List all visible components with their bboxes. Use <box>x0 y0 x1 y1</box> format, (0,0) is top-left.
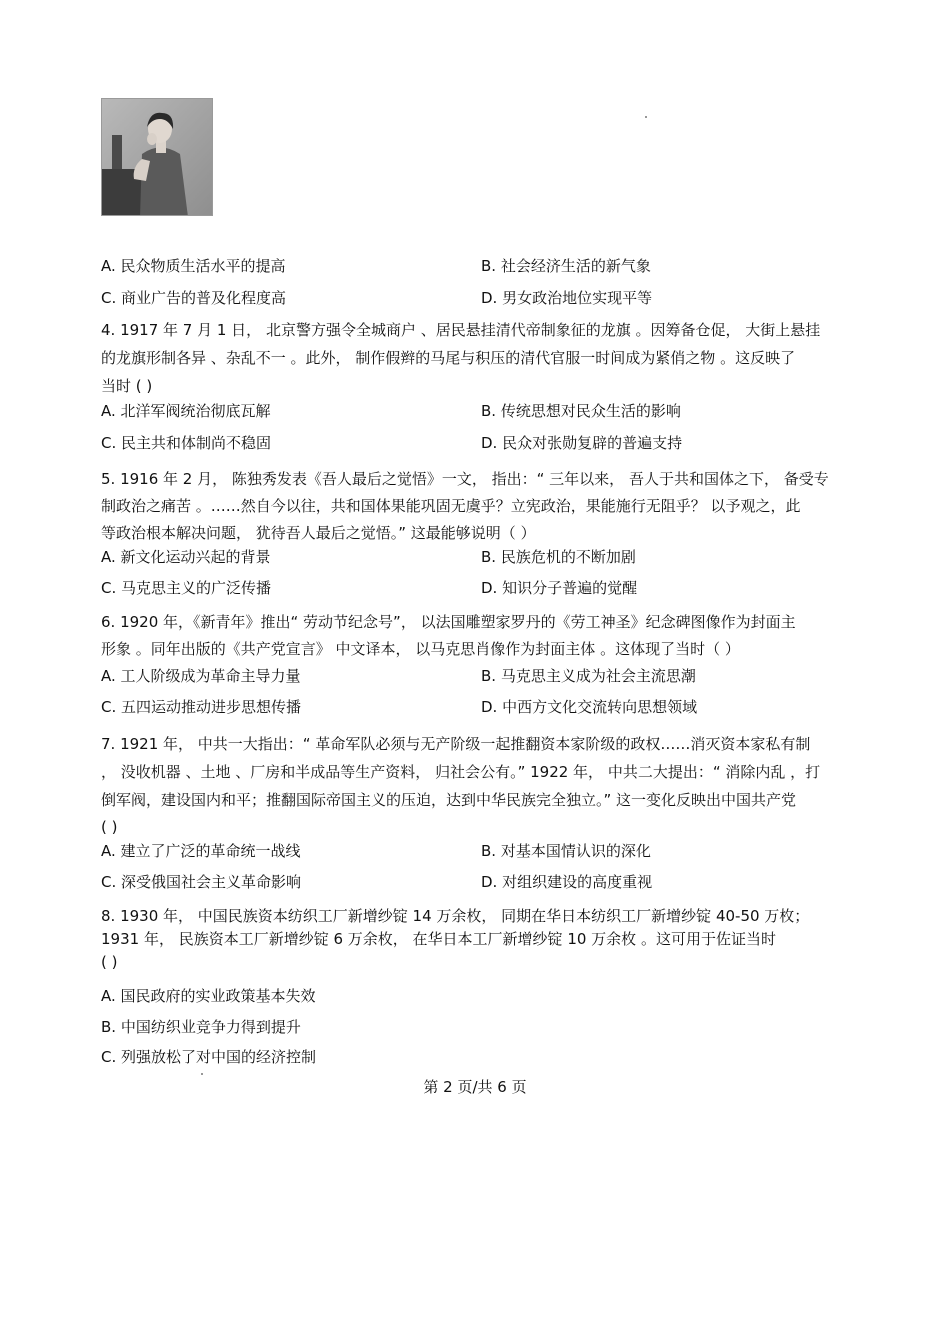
q7-option-c: C. 深受俄国社会主义革命影响 <box>101 873 302 891</box>
q5-stem-line-1: 5. 1916 年 2 月， 陈独秀发表《吾人最后之觉悟》一文， 指出：“ 三年以来， 吾人于共和国体之下， 备受专 <box>101 470 829 488</box>
q6-option-d: D. 中西方文化交流转向思想领域 <box>481 698 698 716</box>
q3-option-b: B. 社会经济生活的新气象 <box>481 257 651 275</box>
q3-option-c: C. 商业广告的普及化程度高 <box>101 289 287 307</box>
q7-option-b: B. 对基本国情认识的深化 <box>481 842 651 860</box>
q8-option-a: A. 国民政府的实业政策基本失效 <box>101 987 316 1005</box>
q5-stem-line-2: 制政治之痛苦 。……然自今以往，共和国体果能巩固无虞乎？立宪政治，果能施行无阻乎？ 以予观之，此 <box>101 497 801 515</box>
q7-option-d: D. 对组织建设的高度重视 <box>481 873 653 891</box>
q4-stem-line-3: 当时 ( ) <box>101 377 153 395</box>
stray-mark <box>645 116 647 118</box>
q7-stem-line-3: 倒军阀，建设国内和平；推翻国际帝国主义的压迫，达到中华民族完全独立。” 这一变化反映出中国共产党 <box>101 791 797 809</box>
q8-stem-line-3: ( ) <box>101 953 118 971</box>
q4-option-c: C. 民主共和体制尚不稳固 <box>101 434 272 452</box>
page-number: 第 2 页/共 6 页 <box>423 1078 527 1096</box>
q8-option-c: C. 列强放松了对中国的经济控制 <box>101 1048 317 1066</box>
q8-option-b: B. 中国纺织业竞争力得到提升 <box>101 1018 301 1036</box>
q3-option-a: A. 民众物质生活水平的提高 <box>101 257 286 275</box>
q5-option-a: A. 新文化运动兴起的背景 <box>101 548 271 566</box>
q7-option-a: A. 建立了广泛的革命统一战线 <box>101 842 301 860</box>
q5-option-c: C. 马克思主义的广泛传播 <box>101 579 272 597</box>
stray-mark <box>201 1073 203 1075</box>
q4-option-b: B. 传统思想对民众生活的影响 <box>481 402 681 420</box>
q7-stem-line-2: ， 没收机器 、土地 、厂房和半成品等生产资料， 归社会公有。” 1922 年， 中共二大提出：“ 消除内乱 ，打 <box>101 763 821 781</box>
q6-option-a: A. 工人阶级成为革命主导力量 <box>101 667 301 685</box>
q8-stem-line-1: 8. 1930 年， 中国民族资本纺织工厂新增纱锭 14 万余枚， 同期在华日本纺织工厂新增纱锭 40-50 万枚； <box>101 907 810 925</box>
q5-stem-line-3: 等政治根本解决问题， 犹待吾人最后之觉悟。” 这最能够说明（ ） <box>101 524 536 542</box>
q4-stem-line-2: 的龙旗形制各异 、杂乱不一 。此外， 制作假辫的马尾与积压的清代官服一时间成为紧俏之物 。这反映了 <box>101 349 796 367</box>
q6-stem-line-2: 形象 。同年出版的《共产党宣言》 中文译本， 以马克思肖像作为封面主体 。这体现了当时（ ） <box>101 640 740 658</box>
q5-option-d: D. 知识分子普遍的觉醒 <box>481 579 638 597</box>
portrait-image <box>102 99 213 216</box>
q4-option-a: A. 北洋军阀统治彻底瓦解 <box>101 402 271 420</box>
q4-stem-line-1: 4. 1917 年 7 月 1 日， 北京警方强令全城商户 、居民悬挂清代帝制象征的龙旗 。因筹备仓促， 大街上悬挂 <box>101 321 821 339</box>
q8-stem-line-2: 1931 年， 民族资本工厂新增纱锭 6 万余枚， 在华日本工厂新增纱锭 10 万余枚 。这可用于佐证当时 <box>101 930 776 948</box>
q4-option-d: D. 民众对张勋复辟的普遍支持 <box>481 434 683 452</box>
q3-option-d: D. 男女政治地位实现平等 <box>481 289 653 307</box>
q6-option-b: B. 马克思主义成为社会主流思潮 <box>481 667 696 685</box>
q6-option-c: C. 五四运动推动进步思想传播 <box>101 698 302 716</box>
q7-stem-line-1: 7. 1921 年， 中共一大指出：“ 革命军队必须与无产阶级一起推翻资本家阶级的政权……消灭资本家私有制 <box>101 735 811 753</box>
q7-stem-line-4: ( ) <box>101 818 118 836</box>
woman-portrait-photo <box>101 98 213 216</box>
q6-stem-line-1: 6. 1920 年，《新青年》推出“ 劳动节纪念号”， 以法国雕塑家罗丹的《劳工神圣》纪念碑图像作为封面主 <box>101 613 796 631</box>
q5-option-b: B. 民族危机的不断加剧 <box>481 548 636 566</box>
